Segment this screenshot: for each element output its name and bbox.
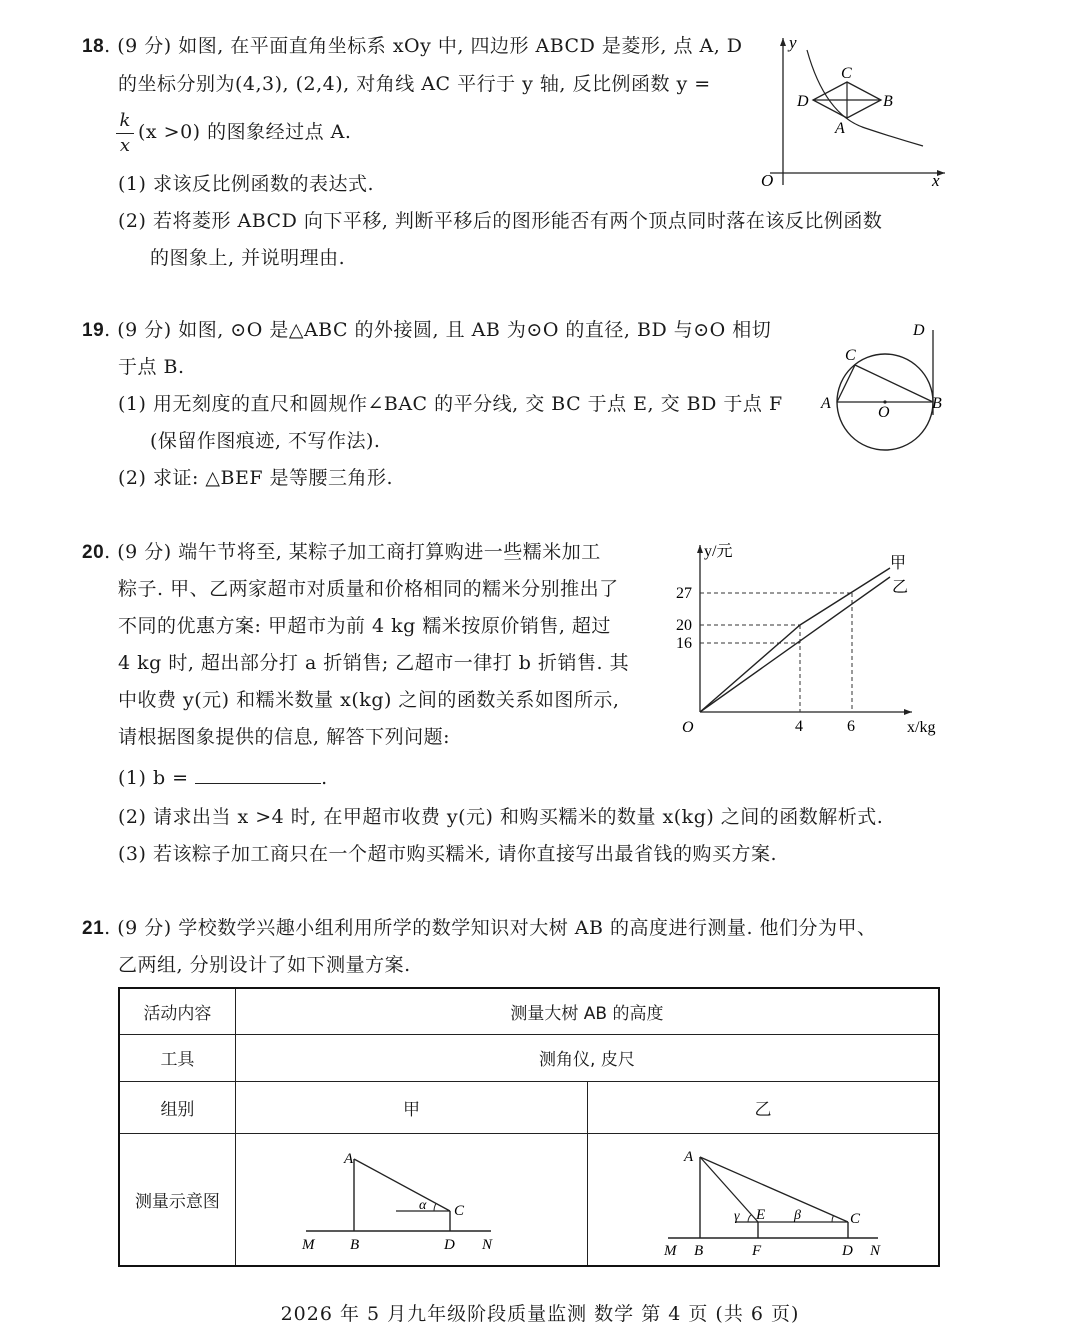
table-label-activity: 活动内容	[119, 988, 235, 1034]
q18-label-d: D	[797, 93, 809, 110]
page-footer: 2026 年 5 月九年级阶段质量监测 数学 第 4 页 (共 6 页)	[280, 1303, 800, 1325]
q20-text1: . (9 分) 端午节将至, 某粽子加工商打算购进一些糯米加工	[104, 541, 601, 563]
q18-label-b: B	[883, 93, 893, 110]
q18-line3: (x >0) 的图象经过点 A.	[138, 121, 352, 143]
table-label-diagram: 测量示意图	[119, 1133, 235, 1266]
q20-series-label-yi: 乙	[892, 579, 909, 596]
q20-part3: (3) 若该粽子加工商只在一个超市购买糯米, 请你直接写出最省钱的购买方案.	[118, 843, 778, 865]
q20-line3: 不同的优惠方案: 甲超市为前 4 kg 糯米按原价销售, 超过	[118, 615, 611, 637]
table-label-group: 组别	[119, 1081, 235, 1133]
q18-y-arrow-icon	[780, 38, 786, 46]
q20-part2: (2) 请求出当 x >4 时, 在甲超市收费 y(元) 和购买糯米的数量 x(kg) 之间的函数解析式.	[118, 806, 884, 828]
fig-a-label-alpha: α	[419, 1197, 427, 1213]
q20-line-jia	[700, 568, 890, 712]
fig-b-angle-arc-gamma	[748, 1214, 752, 1222]
q21-figure-b	[638, 1137, 888, 1257]
q19-label-o: O	[878, 404, 890, 421]
q18-line2: 的坐标分别为(4,3), (2,4), 对角线 AC 平行于 y 轴, 反比例函数 y =	[118, 73, 711, 95]
q20-part1-end: .	[321, 767, 328, 789]
q19-part2: (2) 求证: △BEF 是等腰三角形.	[118, 467, 394, 489]
q18-line1	[82, 34, 743, 59]
q18-frac-numerator: k	[119, 110, 131, 131]
q19-number: 19	[82, 320, 105, 341]
q19-segment-ac	[837, 365, 855, 402]
fig-a-label-b: B	[350, 1236, 360, 1253]
q20-tick-16: 16	[676, 635, 692, 652]
q20-x-arrow-icon	[904, 709, 912, 715]
q19-text1: . (9 分) 如图, ⊙O 是△ABC 的外接圆, 且 AB 为⊙O 的直径, BD 与⊙O 相切	[104, 319, 772, 341]
q20-part1	[118, 766, 328, 790]
table-value-tools: 测角仪, 皮尺	[235, 1034, 939, 1081]
q18-fraction-bar	[116, 133, 134, 134]
table-label-tools: 工具	[119, 1034, 235, 1081]
q19-label-c: C	[845, 347, 856, 364]
table-cell-diagram-b	[588, 1133, 939, 1266]
q18-frac-denominator: x	[119, 135, 131, 156]
fig-b-angle-arc-beta	[832, 1215, 833, 1222]
q20-line1	[82, 540, 601, 565]
q20-number: 20	[82, 542, 105, 563]
q19-figure	[815, 315, 955, 475]
fig-b-label-m: M	[664, 1242, 677, 1257]
q18-part2b: 的图象上, 并说明理由.	[150, 247, 346, 269]
q20-answer-blank[interactable]	[195, 767, 321, 784]
q18-number: 18	[82, 36, 105, 57]
fig-b-label-e: E	[756, 1206, 766, 1223]
table-row-group	[119, 1081, 939, 1133]
fig-a-sightline	[354, 1159, 450, 1211]
fig-b-sightline-e	[700, 1157, 758, 1222]
q18-origin-label: O	[761, 171, 774, 190]
q18-y-label: y	[789, 33, 797, 52]
table-row-activity	[119, 988, 939, 1034]
fig-b-label-gamma: γ	[734, 1208, 740, 1224]
q18-text1: . (9 分) 如图, 在平面直角坐标系 xOy 中, 四边形 ABCD 是菱形, 点 A, D	[104, 35, 743, 57]
q19-label-d: D	[913, 322, 925, 339]
fig-a-label-m: M	[302, 1236, 315, 1253]
table-row-tools	[119, 1034, 939, 1081]
table-value-activity: 测量大树 AB 的高度	[235, 988, 939, 1034]
q20-line-yi	[700, 577, 890, 712]
q20-line5: 中收费 y(元) 和糯米数量 x(kg) 之间的函数关系如图所示,	[118, 689, 620, 711]
q20-figure	[672, 535, 950, 740]
q19-line1	[82, 318, 771, 343]
q18-part1: (1) 求该反比例函数的表达式.	[118, 173, 374, 195]
q18-label-a: A	[835, 120, 845, 137]
q20-tick-27: 27	[676, 585, 692, 602]
q18-figure	[755, 30, 955, 195]
fig-b-label-b: B	[694, 1242, 704, 1257]
q20-line2: 粽子. 甲、乙两家超市对质量和价格相同的糯米分别推出了	[118, 578, 619, 600]
q20-x-axis-label: x/kg	[907, 719, 936, 736]
q20-series-label-jia: 甲	[890, 555, 907, 572]
fig-a-label-d: D	[444, 1236, 456, 1253]
q19-line2: 于点 B.	[118, 356, 185, 378]
q20-part1-text: (1) b =	[118, 767, 189, 789]
fig-a-label-n: N	[482, 1236, 493, 1253]
table-group-a: 甲	[235, 1081, 587, 1133]
q18-hyperbola	[807, 50, 923, 146]
fig-a-label-c: C	[454, 1202, 465, 1219]
q20-y-axis-label: y/元	[704, 543, 733, 560]
q21-line2: 乙两组, 分别设计了如下测量方案.	[118, 954, 411, 976]
table-group-b: 乙	[588, 1081, 939, 1133]
q21-number: 21	[82, 918, 105, 939]
q19-label-b: B	[932, 395, 942, 412]
q20-y-arrow-icon	[697, 545, 703, 553]
fig-b-label-a: A	[684, 1148, 694, 1165]
q19-label-a: A	[821, 395, 831, 412]
q19-part1b: (保留作图痕迹, 不写作法).	[150, 430, 381, 452]
fig-a-label-a: A	[344, 1150, 354, 1167]
fig-b-label-d: D	[842, 1242, 853, 1257]
q18-part2: (2) 若将菱形 ABCD 向下平移, 判断平移后的图形能否有两个顶点同时落在该反比例函数	[118, 210, 883, 232]
fig-b-sightline-c	[700, 1157, 848, 1222]
q21-figure-a	[296, 1137, 526, 1257]
q21-text1: . (9 分) 学校数学兴趣小组利用所学的数学知识对大树 AB 的高度进行测量. 他们分为甲、	[104, 917, 877, 939]
q20-line6: 请根据图象提供的信息, 解答下列问题:	[118, 726, 450, 748]
fig-b-label-f: F	[752, 1242, 762, 1257]
q18-label-c: C	[841, 65, 852, 82]
q20-tick-6: 6	[847, 718, 855, 735]
q20-origin-label: O	[682, 719, 694, 736]
fig-b-label-n: N	[870, 1242, 881, 1257]
q18-x-label: x	[932, 171, 940, 190]
measurement-table	[118, 987, 940, 1267]
table-row-diagram	[119, 1133, 939, 1266]
q21-line1	[82, 916, 877, 941]
q20-line4: 4 kg 时, 超出部分打 a 折销售; 乙超市一律打 b 折销售. 其	[118, 652, 630, 674]
fig-a-angle-arc	[434, 1203, 436, 1211]
table-cell-diagram-a	[235, 1133, 587, 1266]
q20-tick-20: 20	[676, 617, 692, 634]
q19-part1: (1) 用无刻度的直尺和圆规作∠BAC 的平分线, 交 BC 于点 E, 交 BD 于点 F	[118, 393, 783, 415]
fig-b-label-beta: β	[794, 1207, 802, 1223]
fig-b-label-c: C	[850, 1210, 861, 1227]
q20-tick-4: 4	[795, 718, 803, 735]
